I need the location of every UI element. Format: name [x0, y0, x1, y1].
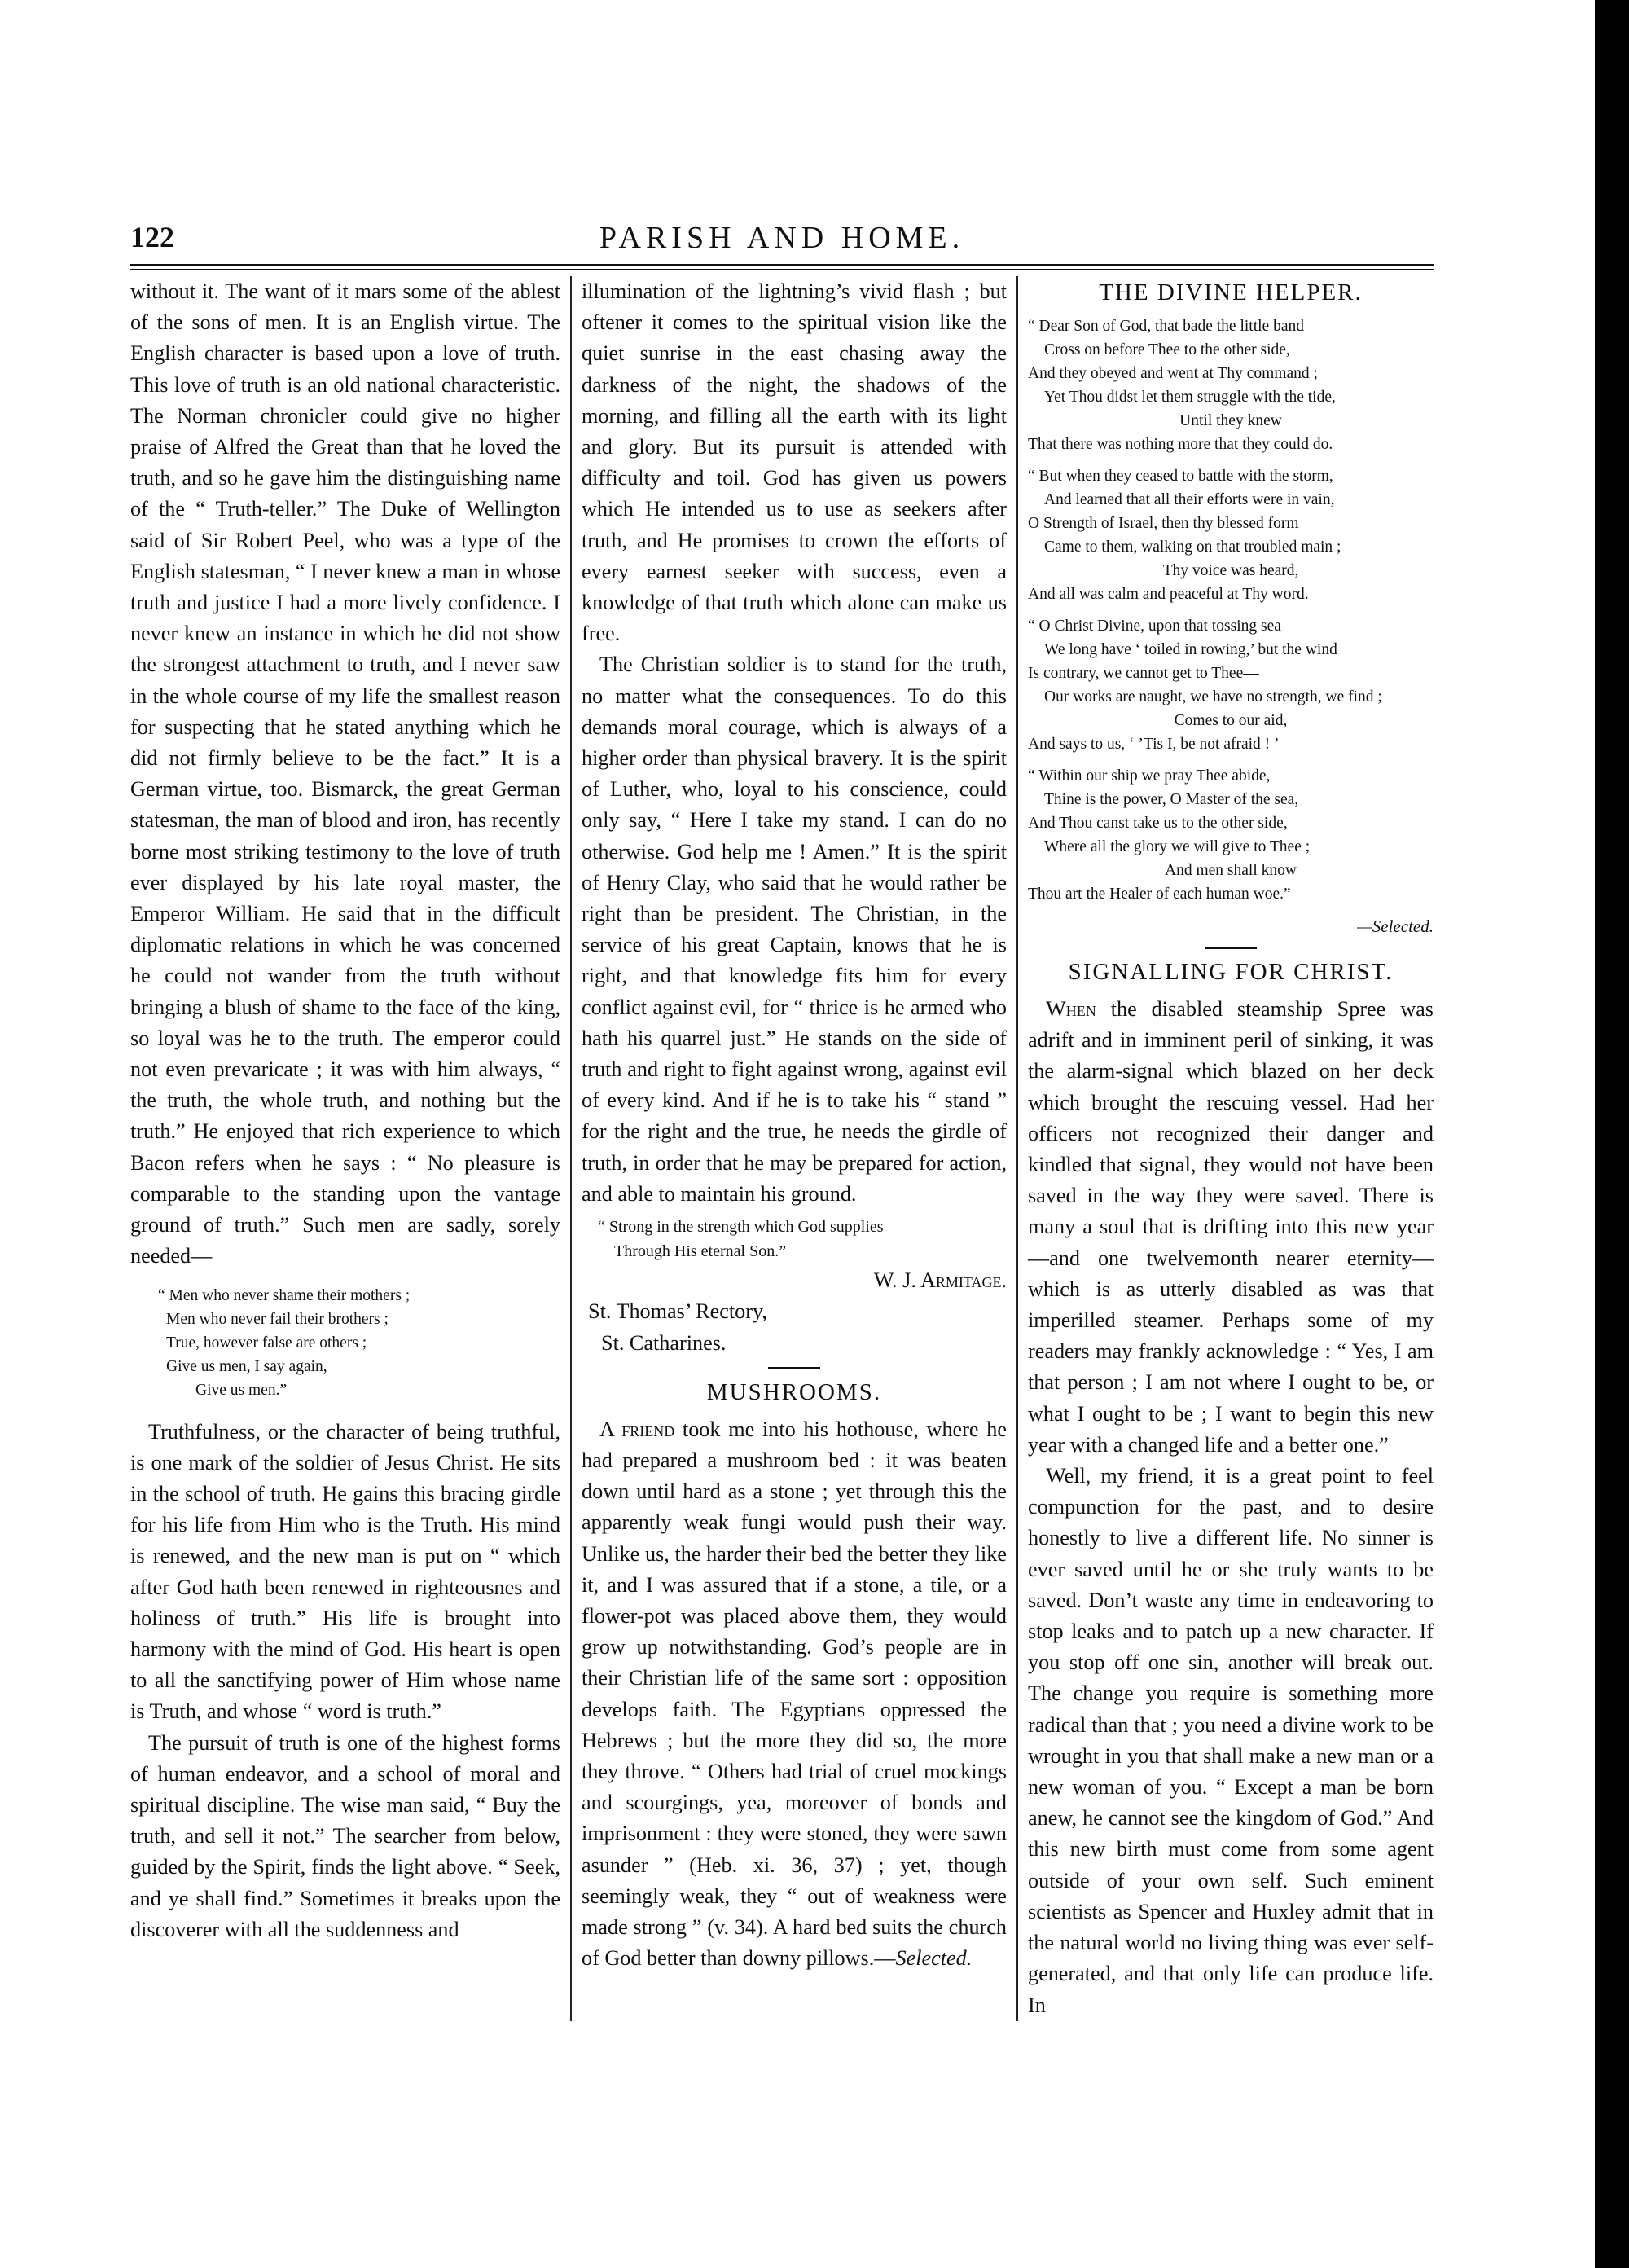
poem-line: And men shall know — [1165, 862, 1297, 879]
lead-words: A friend — [599, 1417, 675, 1441]
verse-line: Men who never fail their brothers ; — [166, 1310, 389, 1328]
selected-credit: Selected. — [895, 1946, 973, 1971]
verse-line: True, however false are others ; — [166, 1334, 367, 1352]
poem-line: “ O Christ Divine, upon that tossing sea — [1028, 618, 1281, 635]
poem-stanza — [1028, 314, 1434, 456]
author-address-line: St. Thomas’ Rectory, — [588, 1299, 767, 1324]
quote-line: Through His eternal Son.” — [614, 1242, 787, 1261]
columns — [130, 276, 1434, 2021]
truth-paragraph-3: The pursuit of truth is one of the highest forms of human endeavor, and a school of moral and spiritual discipline. The wise man said, “ Buy the truth, and sell it not.” The searcher from below, guided by the Spirit, finds the light above. “ Seek, and ye shall find.” Sometimes it breaks upon the discoverer with all the suddenness and — [130, 1730, 560, 1941]
poem-line: And they obeyed and went at Thy command ; — [1028, 365, 1318, 382]
poem-line: “ Dear Son of God, that bade the little band — [1028, 318, 1304, 335]
poem-line: Where all the glory we will give to Thee ; — [1044, 838, 1311, 855]
truth-paragraph-1: without it. The want of it mars some of the ablest of the sons of men. It is an English virtue. The English character is based upon a love of truth. This love of truth is an old national characteristic. The Norman chronicler could give no higher praise of Alfred the Great than that he loved the truth, and so he gave him the distinguishing name of the “ Truth-teller.” The Duke of Wellington said of Sir Robert Peel, who was a type of the English statesman, “ I never knew a man in whose truth and justice I had a more lively confidence. I never knew an instance in which he did not show the strongest attachment to truth, and I never saw in the whole course of my life the smallest reason for suspecting that he stated anything which he did not firmly believe to be the fact.” It is a German virtue, too. Bismarck, the great German statesman, the man of blood and iron, has recently borne most striking testimony to the love of truth ever displayed by his late royal master, the Emperor William. He said that in the difficult diplomatic relations in which he was concerned he could not wander from the truth without bringing a blush of shame to the face of the king, so loyal was he to the truth. The emperor could not even prevaricate ; it was with him always, “ the truth, the whole truth, and nothing but the truth.” He enjoyed that rich experience to which Bacon refers when he says : “ No pleasure is comparable to the standing upon the vantage ground of truth.” Such men are sadly, sorely needed— — [130, 279, 560, 1268]
truth-paragraph-5: The Christian soldier is to stand for the truth, no matter what the consequences. To do this demands moral courage, which is always of a higher order than physical bravery. It is the spirit of Luther, who, loyal to his conscience, could only say, “ Here I take my stand. I can do no otherwise. God help me ! Amen.” It is the spirit of Henry Clay, who said that he would rather be right than be president. The Christian, in the service of his great Captain, knows that he is right, and that knowledge fits him for every conflict against evil, for “ thrice is he armed who hath his quarrel just.” He stands on the side of truth and right to fight against wrong, against evil of every kind. And if he is to take his “ stand ” for the right and the true, he needs the girdle of truth, in order that he may be prepared for action, and able to maintain his ground. — [582, 653, 1007, 1206]
poem-line: We long have ‘ toiled in rowing,’ but the wind — [1044, 641, 1337, 658]
running-title: PARISH AND HOME. — [599, 221, 965, 255]
signalling-paragraph-2: Well, my friend, it is a great point to feel compunction for the past, and to desire honestly to live a different life. No sinner is ever saved until he or she truly wants to be saved. Don’t waste any time in endeavoring to stop leaks and to patch up a new character. If you stop off one sin, another will break out. The change you require is something more radical than that ; you need a divine work to be wrought in you that shall make a new man or a new woman of you. “ Except a man be born anew, he cannot see the kingdom of God.” And this new birth must come from some agent outside of your own self. Such eminent scientists as Spencer and Huxley admit that in the natural world no living thing was ever self-generated, and that only life can produce life. In — [1028, 1464, 1434, 2017]
signalling-title: SIGNALLING FOR CHRIST. — [1068, 959, 1394, 985]
page-header — [130, 220, 1434, 262]
poem-line: And Thou canst take us to the other side, — [1028, 815, 1288, 832]
newspaper-page — [130, 220, 1434, 2021]
poem-stanza — [1028, 464, 1434, 606]
poem-stanza — [1028, 614, 1434, 756]
poem-line: Thine is the power, O Master of the sea, — [1044, 791, 1299, 808]
poem-line: And all was calm and peaceful at Thy word. — [1028, 586, 1309, 603]
divine-helper-poem — [1028, 314, 1434, 906]
paragraph-text: the disabled steamship Spree was adrift and in imminent peril of sinking, it was the alarm-signal which blazed on her deck which brought the rescuing vessel. Had her officers not recognized their danger and kindled that signal, they would not have been saved in the way they were saved. There is many a soul that is drifting into this new year—and one twelvemonth nearer eternity—which is as utterly disabled as was that imperilled steamer. Perhaps some of my readers may frankly acknowledge : “ Yes, I am that person ; I am not where I ought to be, or what I ought to be ; I want to begin this new year with a changed life and a better one.” — [1028, 997, 1434, 1457]
section-separator — [1205, 947, 1257, 949]
poem-stanza — [1028, 764, 1434, 906]
poem-line: Is contrary, we cannot get to Thee— — [1028, 665, 1259, 682]
poem-line: “ Within our ship we pray Thee abide, — [1028, 767, 1271, 785]
verse-line: Give us men, I say again, — [166, 1357, 327, 1375]
poem-line: Comes to our aid, — [1174, 712, 1288, 729]
truth-paragraph-2: Truthfulness, or the character of being truthful, is one mark of the soldier of Jesus Christ. He sits in the school of truth. He gains this bracing girdle for his life from Him who is the Truth. His mind is renewed, and the new man is put on “ which after God hath been renewed in righteousnes and holiness of truth.” His life is brought into harmony with the mind of God. His heart is open to all the sanctifying power of Him whose name is Truth, and whose “ word is truth.” — [130, 1419, 560, 1724]
column-2 — [570, 276, 1016, 2021]
closing-quote — [598, 1215, 1007, 1264]
mushrooms-paragraph — [582, 1414, 1007, 1975]
poem-line: Thy voice was heard, — [1162, 562, 1299, 579]
poem-line: That there was nothing more that they could do. — [1028, 436, 1333, 453]
author-address-line: St. Catharines. — [601, 1330, 727, 1355]
verse-line: Give us men.” — [195, 1381, 288, 1399]
poem-line: O Strength of Israel, then thy blessed form — [1028, 515, 1299, 532]
mushrooms-title: MUSHROOMS. — [706, 1378, 882, 1405]
author-signature: W. J. Armitage. — [873, 1268, 1007, 1293]
scan-edge-border — [1595, 0, 1629, 2268]
poem-line: Until they knew — [1179, 412, 1282, 429]
verse-line: “ Men who never shame their mothers ; — [158, 1286, 411, 1304]
poem-line: And says to us, ‘ ’Tis I, be not afraid ! ’ — [1028, 736, 1280, 753]
column-1 — [130, 276, 570, 2021]
header-rule — [130, 264, 1434, 270]
poem-line: “ But when they ceased to battle with the storm, — [1028, 468, 1333, 485]
truth-paragraph-4: illumination of the lightning’s vivid flash ; but oftener it comes to the spiritual vision like the quiet sunrise in the east chasing away the darkness of the night, the shadows of the morning, and filling all the earth with its light and glory. But its pursuit is attended with difficulty and toil. God has given us powers which He intended us to use as seekers after truth, and He promises to crown the efforts of every earnest seeker with success, even a knowledge of that truth which alone can make us free. — [582, 279, 1007, 646]
column-3 — [1016, 276, 1434, 2021]
quote-line: “ Strong in the strength which God supplies — [598, 1218, 884, 1237]
signalling-paragraph-1 — [1028, 994, 1434, 1461]
poem-line: Yet Thou didst let them struggle with the tide, — [1044, 389, 1336, 406]
lead-words: When — [1046, 997, 1096, 1021]
poem-line: Thou art the Healer of each human woe.” — [1028, 886, 1291, 903]
poem-title: THE DIVINE HELPER. — [1099, 279, 1363, 305]
page-number: 122 — [130, 221, 174, 253]
poem-selected-credit: —Selected. — [1357, 916, 1434, 936]
poem-line: Came to them, walking on that troubled main ; — [1044, 538, 1341, 556]
paragraph-text: took me into his hothouse, where he had prepared a mushroom bed : it was beaten down until hard as a stone ; yet through this the apparently weak fungi would push their way. Unlike us, the harder their bed the better they like it, and I was assured that if a stone, a tile, or a flower-pot was placed above them, they would grow up notwithstanding. God’s people are in their Christian life of the same sort : opposition develops faith. The Egyptians oppressed the Hebrews ; but the more they did so, the more they throve. “ Others had trial of cruel mockings and scourgings, yea, moreover of bonds and imprisonment : they were stoned, they were sawn asunder ” (Heb. xi. 36, 37) ; yet, though seemingly weak, they “ out of weakness were made strong ” (v. 34). A hard bed suits the church of God better than downy pillows.— — [582, 1417, 1007, 1971]
section-separator — [768, 1367, 820, 1369]
poem-line: Cross on before Thee to the other side, — [1044, 341, 1290, 358]
men-verse — [158, 1284, 560, 1402]
poem-line: Our works are naught, we have no strength, we find ; — [1044, 688, 1382, 705]
poem-line: And learned that all their efforts were in vain, — [1044, 491, 1335, 508]
